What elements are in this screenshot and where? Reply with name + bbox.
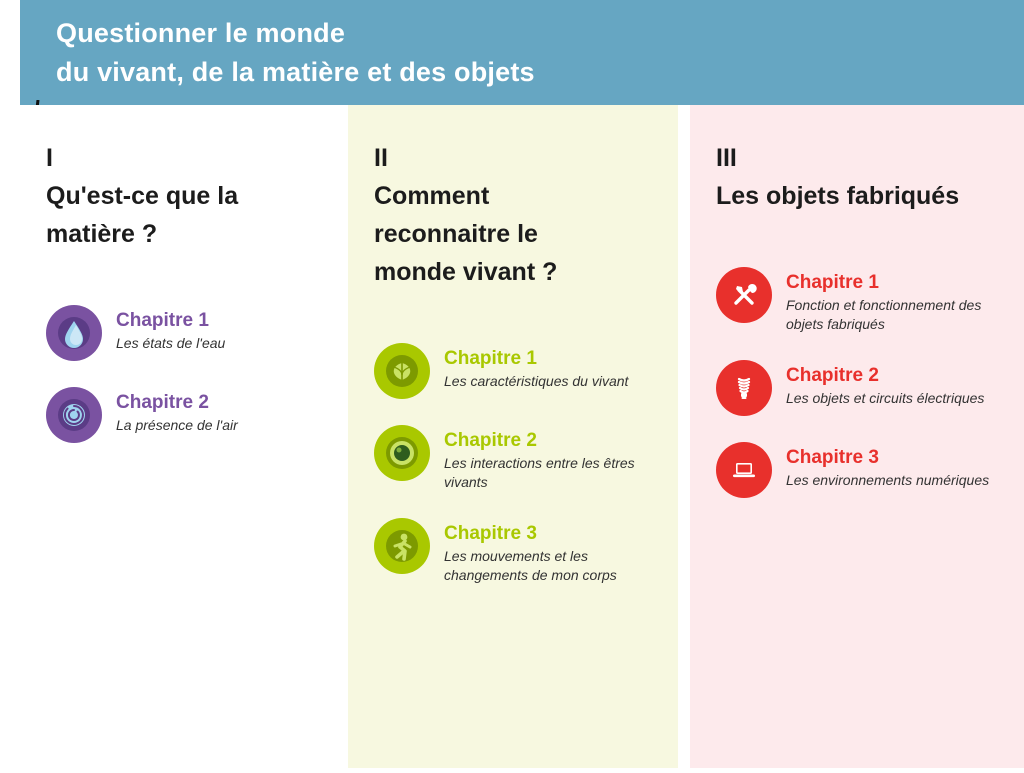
chapter-label: Chapitre 3 [444,523,537,544]
running-person-icon [374,518,430,574]
chapter-label: Chapitre 2 [444,430,537,451]
chapter-label: Chapitre 2 [786,365,879,386]
cell-circle-icon [374,425,430,481]
column-2-title: Comment reconnaitre le monde vivant ? [374,182,558,286]
column-3-title: Les objets fabriqués [716,182,960,210]
column-3-chapter-list [716,267,998,498]
chapter-label: Chapitre 3 [786,447,879,468]
laptop-icon [716,442,772,498]
column-3-number: III [716,144,737,172]
page-header [20,0,1024,105]
chapter-label: Chapitre 1 [444,348,537,369]
air-swirl-icon [46,387,102,443]
chapter-item[interactable] [46,387,310,443]
chapter-item[interactable] [374,518,652,585]
chapter-description: Les mouvements et les changements de mon corps [444,548,617,583]
chapter-text [116,387,238,435]
water-drop-icon [46,305,102,361]
chapter-text [444,343,628,391]
column-1-number: I [46,144,53,172]
chapter-description: Les objets et circuits électriques [786,390,985,406]
chapter-description: Les interactions entre les êtres vivants [444,455,635,490]
column-2-chapter-list [374,343,652,585]
chapter-item[interactable] [716,360,998,416]
chapter-text [444,518,652,585]
chapter-text [116,305,225,353]
column-1 [20,105,336,768]
chapter-label: Chapitre 1 [116,310,209,331]
chapter-description: Les états de l'eau [116,335,226,351]
columns-container [0,105,1024,768]
column-1-title: Qu'est-ce que la matière ? [46,182,239,248]
chapter-item[interactable] [716,267,998,334]
leaf-plant-icon [374,343,430,399]
chapter-text [786,442,989,490]
tools-wrench-screwdriver-icon [716,267,772,323]
chapter-label: Chapitre 1 [786,272,879,293]
page-title-line-2: du vivant, de la matière et des objets [56,57,535,87]
chapter-item[interactable] [716,442,998,498]
chapter-text [444,425,652,492]
chapter-label: Chapitre 2 [116,392,209,413]
chapter-description: Les caractéristiques du vivant [444,373,629,389]
light-bulb-icon [716,360,772,416]
chapter-item[interactable] [374,425,652,492]
column-2-number: II [374,144,388,172]
chapter-description: Les environnements numériques [786,472,990,488]
page-title-line-1: Questionner le monde [56,18,346,48]
chapter-text [786,267,998,334]
chapter-item[interactable] [374,343,652,399]
chapter-description: La présence de l'air [116,417,238,433]
column-1-chapter-list [46,305,310,443]
column-2 [348,105,678,768]
column-3 [690,105,1024,768]
chapter-item[interactable] [46,305,310,361]
chapter-text [786,360,984,408]
chapter-description: Fonction et fonctionnement des objets fabriqués [786,297,982,332]
